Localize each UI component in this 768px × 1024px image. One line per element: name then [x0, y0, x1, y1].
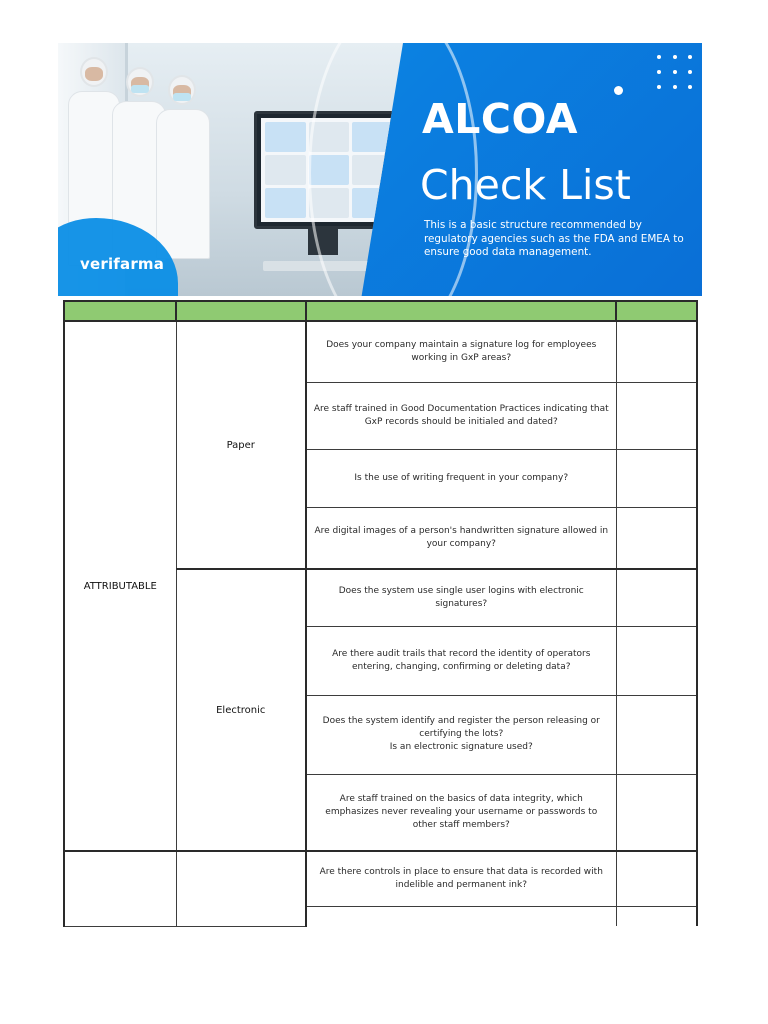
banner-tagline: This is a basic structure recommended by regulatory agencies such as the FDA and EMEA to ensure good data management.	[424, 219, 684, 258]
decorative-dot-grid	[655, 53, 695, 93]
answer-cell[interactable]	[616, 774, 697, 851]
question-cell: Are staff trained in Good Documentation Practices indicating that GxP records should be initialed and dated?	[306, 382, 616, 449]
answer-cell[interactable]	[616, 906, 697, 926]
type-cell: Paper	[176, 321, 306, 569]
banner-subtitle: Check List	[420, 161, 631, 209]
answer-cell[interactable]	[616, 507, 697, 569]
question-cell: Are there audit trails that record the identity of operators entering, changing, confirming or deleting data?	[306, 626, 616, 695]
verifarma-logo	[80, 255, 164, 271]
question-cell: Does the system use single user logins with electronic signatures?	[306, 569, 616, 626]
table-row	[64, 851, 697, 906]
answer-cell[interactable]	[616, 449, 697, 507]
question-cell: Does the system identify and register the person releasing or certifying the lots? Is an electronic signature used?	[306, 695, 616, 774]
type-cell: Electronic	[176, 569, 306, 851]
table-row	[64, 321, 697, 382]
header-cell	[616, 301, 697, 321]
decorative-dot	[614, 86, 623, 95]
answer-cell[interactable]	[616, 569, 697, 626]
header-cell	[306, 301, 616, 321]
category-cell	[64, 851, 176, 926]
answer-cell[interactable]	[616, 851, 697, 906]
header-cell	[176, 301, 306, 321]
answer-cell[interactable]	[616, 695, 697, 774]
question-cell: Is the use of writing frequent in your company?	[306, 449, 616, 507]
category-cell: ATTRIBUTABLE	[64, 321, 176, 851]
question-cell: Are digital images of a person's handwritten signature allowed in your company?	[306, 507, 616, 569]
question-cell: Are staff trained on the basics of data integrity, which emphasizes never revealing your username or passwords to other staff members?	[306, 774, 616, 851]
answer-cell[interactable]	[616, 321, 697, 382]
type-cell	[176, 851, 306, 926]
answer-cell[interactable]	[616, 382, 697, 449]
hero-banner	[58, 43, 702, 296]
question-cell	[306, 906, 616, 926]
answer-cell[interactable]	[616, 626, 697, 695]
checklist-table	[63, 300, 698, 927]
logo-text: verifarma	[80, 255, 165, 273]
banner-title: ALCOA	[422, 95, 578, 143]
question-cell: Does your company maintain a signature log for employees working in GxP areas?	[306, 321, 616, 382]
question-cell: Are there controls in place to ensure that data is recorded with indelible and permanent ink?	[306, 851, 616, 906]
header-cell	[64, 301, 176, 321]
table-header-row	[64, 301, 697, 321]
